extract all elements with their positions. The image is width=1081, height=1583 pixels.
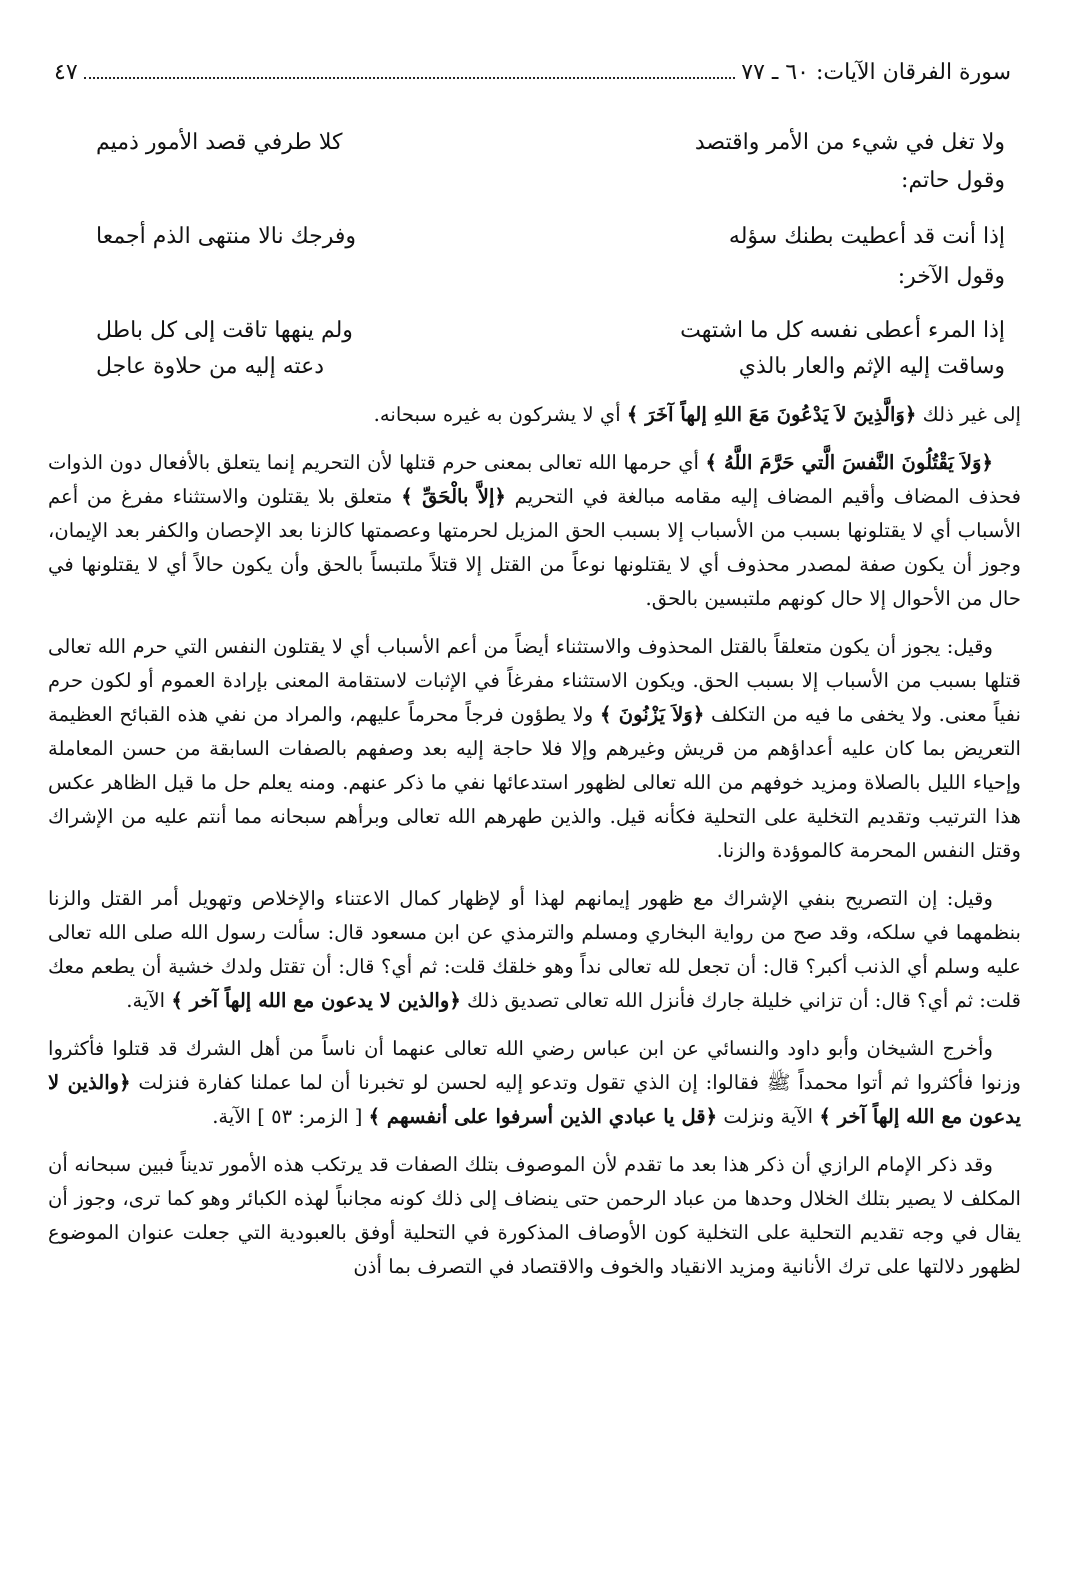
paragraph	[48, 882, 1021, 1018]
hemistich-first: إذا أنت قد أعطيت بطنك سؤله	[728, 224, 1005, 249]
paragraph	[48, 1032, 1021, 1134]
paragraph	[48, 398, 1021, 432]
quran-quote: ﴿وَالَّذِينَ لاَ يَدْعُونَ مَعَ اللهِ إلهاً آخَرَ ﴾	[626, 403, 917, 426]
text-run: الآية.	[126, 989, 172, 1012]
poem-line	[96, 222, 1005, 252]
quran-quote: ﴿والذين لا يدعون مع الله إلهاً آخر ﴾	[171, 989, 461, 1012]
surah-title: سورة الفرقان الآيات: ٦٠ ـ ٧٧	[741, 60, 1011, 85]
poem-intro: وقول الآخر:	[897, 264, 1005, 289]
hemistich-second: دعته إليه من حلاوة عاجل	[96, 354, 325, 379]
hemistich-second: ولم ينهها تاقت إلى كل باطل	[96, 318, 353, 343]
running-header	[54, 58, 1011, 88]
text-run: [ الزمر: ٥٣ ] الآية.	[212, 1105, 369, 1128]
text-run: ولا يطؤون فرجاً محرماً عليهم، والمراد من نفي هذه القبائح العظيمة التعريض بما كان عليه أعداؤهم من قريش وغيرهم وإلا فلا حاجة إليه بعد وصفهم بالصفات السابقة من حسن المعاملة وإحياء الليل بالصلاة ومزيد خوفهم من الله تعالى لظهور استدعائها نفي ما ذكر عنهم. ومنه يعلم حل ما قيل الظاهر عكس هذا الترتيب وتقديم التخلية على التحلية فكأنه قيل. والذين طهرهم الله تعالى وبرأهم سبحانه مما أنتم عليه من الإشراك وقتل النفس المحرمة كالموؤدة والزنا.	[48, 703, 1021, 862]
poem-line	[96, 316, 1005, 346]
hemistich-second: وفرجك نالا منتهى الذم أجمعا	[96, 224, 357, 249]
text-run: وأخرج الشيخان وأبو داود والنسائي عن ابن عباس رضي الله تعالى عنهما أن ناساً من أهل الشرك قد قتلوا فأكثروا وزنوا فأكثروا ثم أتوا محمداً ﷺ فقالوا: إن الذي تقول وتدعو إليه لحسن لو تخبرنا أن لما عملنا كفارة فنزلت	[48, 1037, 1021, 1094]
text-run: إلى غير ذلك	[922, 403, 1021, 426]
quran-quote: ﴿إلاَّ بالْحَقِّ ﴾	[401, 485, 506, 508]
text-run: متعلق بلا يقتلون والاستثناء مفرغ من أعم الأسباب أي لا يقتلونها بسبب من الأسباب إلا بسبب الحق المزيل لحرمتها وعصمتها كالزنا بعد الإحصان والكفر بعد الإيمان، وجوز أن يكون صفة لمصدر محذوف أي لا يقتلونها نوعاً من القتل إلا قتلاً ملتبساً بالحق وأن يكون حالاً أي لا يقتلونها في حال من الأحوال إلا حال كونهم ملتبسين بالحق.	[48, 485, 1021, 610]
quran-quote: ﴿والذين لا يدعون مع الله إلهاً آخر ﴾	[48, 1071, 1021, 1128]
poem-line	[96, 128, 1005, 158]
text-run: أي حرمها الله تعالى بمعنى حرم قتلها لأن التحريم إنما يتعلق بالأفعال دون الذوات فحذف المضاف وأقيم المضاف إليه مقامه مبالغة في التحريم	[48, 451, 1022, 508]
page-number: ٤٧	[54, 60, 78, 85]
quran-quote: ﴿قل يا عبادي الذين أسرفوا على أنفسهم ﴾	[368, 1105, 718, 1128]
quran-quote: ﴿وَلاَ يَزْنُونَ ﴾	[599, 703, 705, 726]
quran-quote: ﴿وَلاَ يَقْتُلُونَ النَّفسَ الَّتي حَرَّمَ اللَّهُ ﴾	[705, 451, 993, 474]
hemistich-first: ولا تغل في شيء من الأمر واقتصد	[694, 130, 1005, 155]
text-run: وقد ذكر الإمام الرازي أن ذكر هذا بعد ما تقدم لأن الموصوف بتلك الصفات قد يرتكب هذه الأمور تديناً فبين سبحانه أن المكلف لا يصير بتلك الخلال وحدها من عباد الرحمن حتى ينضاف إلى ذلك كونه مجانباً لهذه الكبائر وهو كما ترى، وجوز أن يقال في وجه تقديم التحلية على التخلية كون الأوصاف المذكورة في التحلية أوفق بالعبودية التي جعلت عنوان الموضوع لظهور دلالتها على ترك الأنانية ومزيد الانقياد والخوف والاقتصاد في التصرف بما أذن	[48, 1153, 1021, 1278]
paragraph	[48, 1148, 1021, 1284]
poem-line	[96, 352, 1005, 382]
paragraph	[48, 446, 1021, 616]
poem-intro: وقول حاتم:	[901, 168, 1005, 193]
text-run: الآية ونزلت	[717, 1105, 820, 1128]
leader-dots	[84, 59, 736, 79]
text-run: أي لا يشركون به غيره سبحانه.	[373, 403, 621, 426]
main-text	[48, 398, 1021, 1298]
paragraph	[48, 630, 1021, 868]
hemistich-first: وساقت إليه الإثم والعار بالذي	[738, 354, 1005, 379]
hemistich-second: كلا طرفي قصد الأمور ذميم	[96, 130, 343, 155]
text-run: وقيل: يجوز أن يكون متعلقاً بالقتل المحذوف والاستثناء أيضاً من أعم الأسباب أي لا يقتلون النفس التي حرم الله تعالى قتلها بسبب من الأسباب إلا بسبب الحق. ويكون الاستثناء مفرغاً في الإثبات لاستقامة المعنى بإرادة العموم أو لكون حرم نفياً معنى. ولا يخفى ما فيه من التكلف	[48, 635, 1021, 726]
text-run: وقيل: إن التصريح بنفي الإشراك مع ظهور إيمانهم لهذا أو لإظهار كمال الاعتناء والإخلاص وتهويل أمر القتل والزنا بنظمهما في سلكه، وقد صح من رواية البخاري ومسلم والترمذي عن ابن مسعود قال: سألت رسول الله صلى الله تعالى عليه وسلم أي الذنب أكبر؟ قال: أن تجعل لله تعالى نداً وهو خلقك قلت: ثم أي؟ قال: أن تقتل ولدك خشية أن يطعم معك قلت: ثم أي؟ قال: أن تزاني خليلة جارك فأنزل الله تعالى تصديق ذلك	[48, 887, 1021, 1012]
hemistich-first: إذا المرء أعطى نفسه كل ما اشتهت	[680, 318, 1005, 343]
